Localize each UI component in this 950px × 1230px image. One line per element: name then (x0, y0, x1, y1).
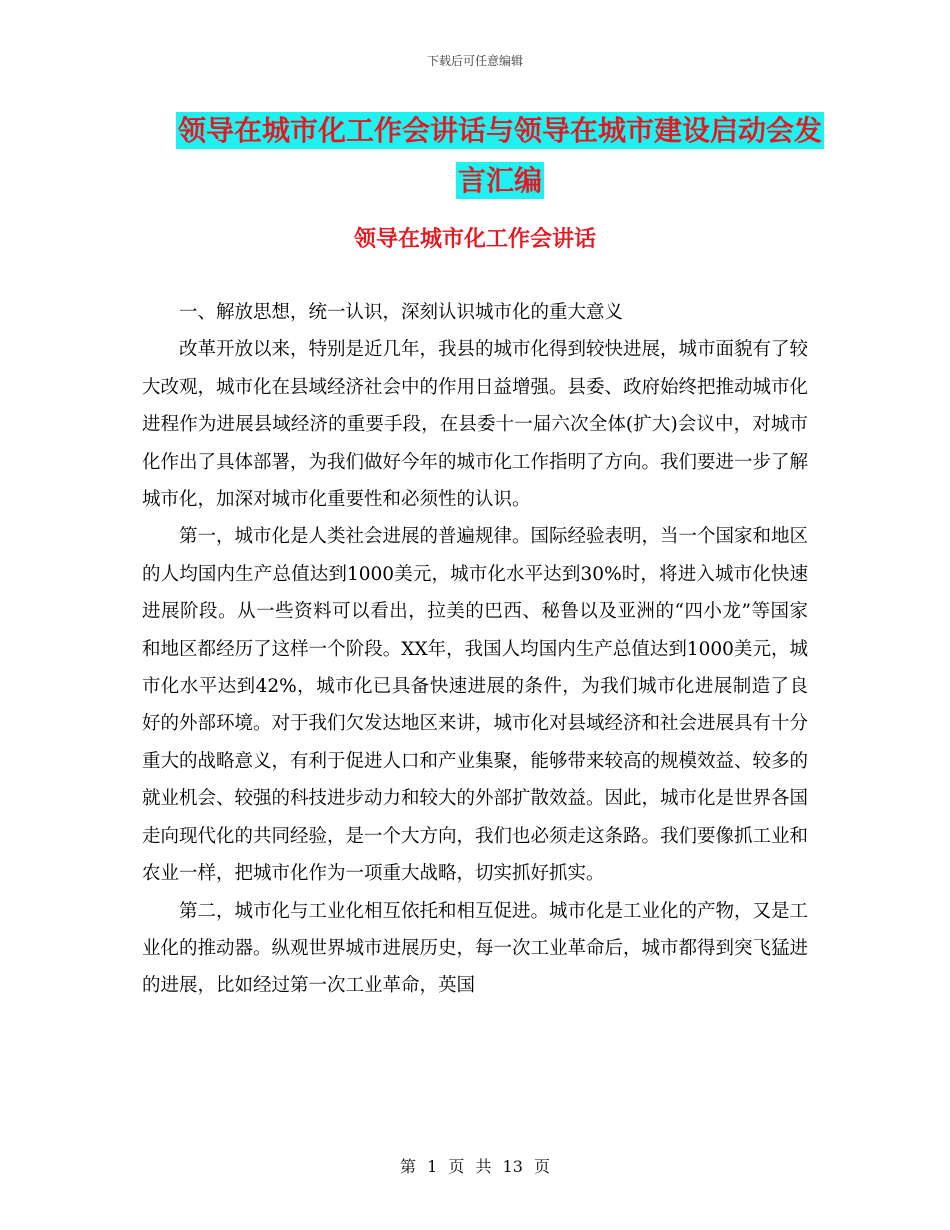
paragraph-heading: 一、解放思想，统一认识，深刻认识城市化的重大意义 (179, 302, 624, 323)
paragraph: 第一，城市化是人类社会进展的普遍规律。国际经验表明，当一个国家和地区的人均国内生产总值达到1000美元，城市化水平达到30%时，将进入城市化快速进展阶段。从一些资料可以看出，拉美的巴西、秘鲁以及亚洲的“四小龙”等国家和地区都经历了这样一个阶段。XX年，我国人均国内生产总值达到1000美元，城市化水平达到42%，城市化已具备快速进展的条件，为我们城市化进展制造了良好的外部环境。对于我们欠发达地区来讲，城市化对县域经济和社会进展具有十分重大的战略意义，有利于促进人口和产业集聚，能够带来较高的规模效益、较多的就业机会、较强的科技进步动力和较大的外部扩散效益。因此，城市化是世界各国走向现代化的共同经验，是一个大方向，我们也必须走这条路。我们要像抓工业和农业一样，把城市化作为一项重大战略，切实抓好抓实。 (142, 526, 809, 885)
document-title-line-1: 领导在城市化工作会讲话与领导在城市建设启动会发 (177, 114, 822, 147)
paragraph: 改革开放以来，特别是近几年，我县的城市化得到较快进展，城市面貌有了较大改观，城市化在县域经济社会中的作用日益增强。县委、政府始终把推动城市化进程作为进展县域经济的重要手段，在县委十一届六次全体(扩大)会议中，对城市化作出了具体部署，为我们做好今年的城市化工作指明了方向。我们要进一步了解城市化，加深对城市化重要性和必须性的认识。 (142, 339, 809, 511)
header-note: 下载后可任意编辑 (426, 54, 523, 68)
paragraph: 第二，城市化与工业化相互依托和相互促进。城市化是工业化的产物，又是工业化的推动器。纵观世界城市进展历史，每一次工业革命后，城市都得到突飞猛进的进展，比如经过第一次工业革命，英国 (142, 900, 809, 997)
document-title-line-2: 言汇编 (457, 164, 542, 197)
page-footer: 第 1 页 共 13 页 (400, 1157, 550, 1176)
document-title (140, 106, 860, 206)
section-title: 领导在城市化工作会讲话 (353, 227, 596, 252)
body-text (142, 294, 808, 1005)
